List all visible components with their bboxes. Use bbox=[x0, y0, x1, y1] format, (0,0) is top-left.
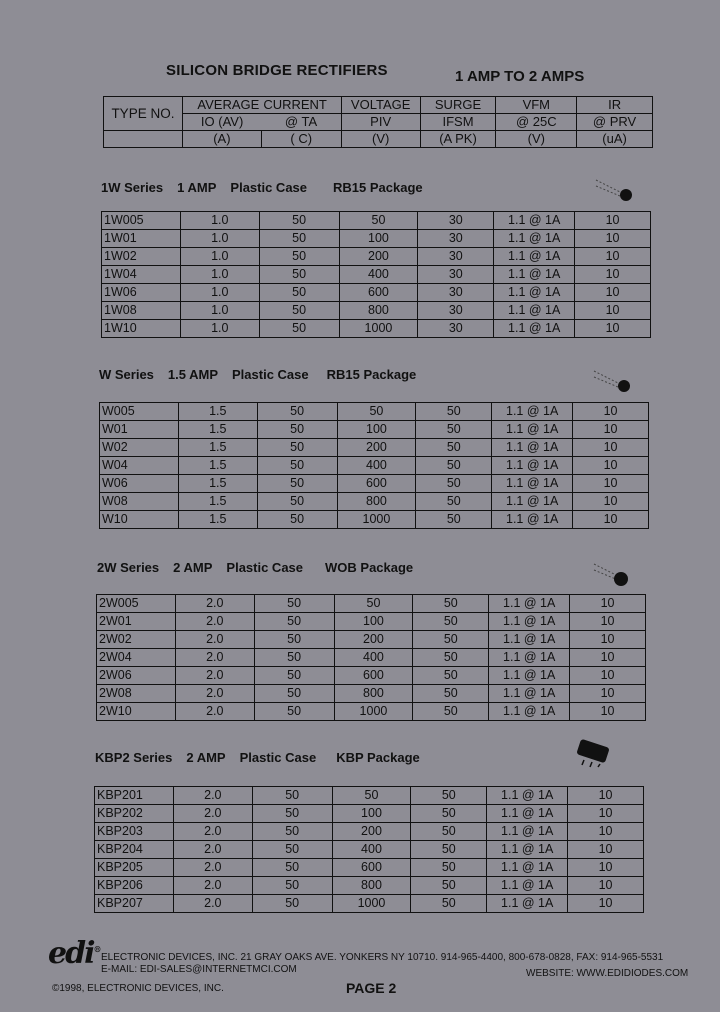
table-row bbox=[100, 403, 649, 421]
cell-ta: 50 bbox=[252, 895, 332, 913]
series-amp: 1.5 AMP bbox=[167, 367, 219, 382]
cell-ifsm: 30 bbox=[418, 212, 494, 230]
cell-vfm: 1.1 @ 1A bbox=[489, 703, 570, 721]
cell-vfm: 1.1 @ 1A bbox=[489, 631, 570, 649]
page-subtitle: 1 AMP TO 2 AMPS bbox=[455, 68, 585, 85]
cell-piv: 400 bbox=[332, 841, 411, 859]
cell-type-no: 1W02 bbox=[102, 248, 181, 266]
cell-vfm: 1.1 @ 1A bbox=[487, 787, 568, 805]
section-heading bbox=[95, 750, 434, 765]
cell-ifsm: 50 bbox=[416, 421, 492, 439]
cell-ir: 10 bbox=[573, 439, 649, 457]
cell-vfm: 1.1 @ 1A bbox=[492, 457, 573, 475]
cell-ta: 50 bbox=[252, 841, 332, 859]
kbp-package-icon bbox=[572, 738, 616, 768]
cell-ta: 50 bbox=[259, 230, 339, 248]
cell-vfm: 1.1 @ 1A bbox=[494, 230, 575, 248]
cell-io-av: 1.5 bbox=[178, 421, 257, 439]
cell-ta: 50 bbox=[254, 703, 334, 721]
header-vfm: VFM bbox=[496, 97, 577, 114]
cell-vfm: 1.1 @ 1A bbox=[492, 403, 573, 421]
cell-ta: 50 bbox=[259, 320, 339, 338]
cell-ir: 10 bbox=[568, 805, 644, 823]
series-case: Plastic Case bbox=[239, 750, 317, 765]
cell-io-av: 2.0 bbox=[173, 877, 252, 895]
cell-vfm: 1.1 @ 1A bbox=[489, 667, 570, 685]
cell-piv: 800 bbox=[337, 493, 416, 511]
cell-vfm: 1.1 @ 1A bbox=[492, 475, 573, 493]
header-table bbox=[103, 96, 653, 148]
table-row bbox=[97, 613, 646, 631]
series-package: KBP Package bbox=[336, 750, 420, 765]
cell-piv: 400 bbox=[337, 457, 416, 475]
series-amp: 1 AMP bbox=[177, 180, 217, 195]
cell-vfm: 1.1 @ 1A bbox=[492, 439, 573, 457]
cell-ta: 50 bbox=[257, 403, 337, 421]
cell-ifsm: 50 bbox=[413, 667, 489, 685]
cell-ifsm: 30 bbox=[418, 302, 494, 320]
cell-piv: 50 bbox=[332, 787, 411, 805]
table-row bbox=[97, 703, 646, 721]
cell-type-no: W08 bbox=[100, 493, 179, 511]
header-at-25c: @ 25C bbox=[496, 114, 577, 131]
cell-piv: 600 bbox=[339, 284, 418, 302]
cell-ifsm: 50 bbox=[416, 403, 492, 421]
table-row bbox=[95, 787, 644, 805]
table-row bbox=[102, 266, 651, 284]
cell-io-av: 1.0 bbox=[180, 266, 259, 284]
cell-ifsm: 50 bbox=[416, 511, 492, 529]
cell-type-no: 2W02 bbox=[97, 631, 176, 649]
cell-io-av: 2.0 bbox=[175, 703, 254, 721]
cell-type-no: KBP207 bbox=[95, 895, 174, 913]
cell-io-av: 2.0 bbox=[173, 841, 252, 859]
cell-vfm: 1.1 @ 1A bbox=[494, 266, 575, 284]
cell-ir: 10 bbox=[573, 475, 649, 493]
header-unit-apk: (A PK) bbox=[420, 131, 496, 148]
cell-piv: 50 bbox=[339, 212, 418, 230]
cell-piv: 1000 bbox=[339, 320, 418, 338]
table-row bbox=[95, 877, 644, 895]
cell-io-av: 1.0 bbox=[180, 320, 259, 338]
cell-io-av: 1.0 bbox=[180, 248, 259, 266]
table-row bbox=[100, 493, 649, 511]
cell-type-no: KBP206 bbox=[95, 877, 174, 895]
cell-ir: 10 bbox=[568, 787, 644, 805]
cell-ir: 10 bbox=[575, 230, 651, 248]
cell-ifsm: 50 bbox=[416, 457, 492, 475]
cell-ta: 50 bbox=[257, 475, 337, 493]
cell-vfm: 1.1 @ 1A bbox=[489, 649, 570, 667]
cell-io-av: 1.5 bbox=[178, 403, 257, 421]
cell-ta: 50 bbox=[254, 595, 334, 613]
table-row bbox=[100, 421, 649, 439]
cell-ir: 10 bbox=[573, 493, 649, 511]
cell-ir: 10 bbox=[570, 595, 646, 613]
footer-address: ELECTRONIC DEVICES, INC. 21 GRAY OAKS AVE. YONKERS NY 10710. 914-965-4400, 800-678-0828, FAX: 914-965-5531 bbox=[101, 952, 664, 963]
section-heading bbox=[101, 180, 437, 195]
cell-piv: 800 bbox=[339, 302, 418, 320]
header-type-no: TYPE NO. bbox=[104, 97, 183, 131]
cell-io-av: 1.5 bbox=[178, 457, 257, 475]
table-row bbox=[100, 457, 649, 475]
cell-type-no: KBP205 bbox=[95, 859, 174, 877]
cell-ifsm: 50 bbox=[413, 631, 489, 649]
cell-ifsm: 50 bbox=[411, 787, 487, 805]
cell-ifsm: 50 bbox=[413, 685, 489, 703]
cell-ir: 10 bbox=[568, 859, 644, 877]
cell-piv: 400 bbox=[334, 649, 413, 667]
cell-vfm: 1.1 @ 1A bbox=[494, 320, 575, 338]
cell-vfm: 1.1 @ 1A bbox=[489, 595, 570, 613]
cell-ir: 10 bbox=[573, 511, 649, 529]
series-case: Plastic Case bbox=[226, 560, 304, 575]
cell-ir: 10 bbox=[570, 649, 646, 667]
cell-ir: 10 bbox=[573, 457, 649, 475]
cell-ir: 10 bbox=[570, 667, 646, 685]
header-voltage: VOLTAGE bbox=[341, 97, 420, 114]
table-row bbox=[95, 805, 644, 823]
table-row bbox=[95, 841, 644, 859]
cell-type-no: 1W06 bbox=[102, 284, 181, 302]
header-io-av: IO (AV) bbox=[182, 114, 261, 131]
page-title: SILICON BRIDGE RECTIFIERS bbox=[166, 62, 388, 79]
cell-ta: 50 bbox=[259, 302, 339, 320]
cell-ifsm: 30 bbox=[418, 248, 494, 266]
cell-ta: 50 bbox=[252, 859, 332, 877]
cell-ir: 10 bbox=[568, 895, 644, 913]
page-number: PAGE 2 bbox=[346, 980, 397, 996]
header-surge: SURGE bbox=[420, 97, 496, 114]
cell-ir: 10 bbox=[570, 613, 646, 631]
cell-type-no: W01 bbox=[100, 421, 179, 439]
cell-io-av: 2.0 bbox=[173, 859, 252, 877]
cell-ta: 50 bbox=[257, 457, 337, 475]
table-row bbox=[97, 649, 646, 667]
cell-io-av: 1.0 bbox=[180, 230, 259, 248]
cell-type-no: 2W08 bbox=[97, 685, 176, 703]
table-row bbox=[97, 631, 646, 649]
cell-piv: 200 bbox=[339, 248, 418, 266]
cell-ifsm: 30 bbox=[418, 284, 494, 302]
cell-type-no: 2W04 bbox=[97, 649, 176, 667]
cell-ir: 10 bbox=[570, 703, 646, 721]
cell-piv: 200 bbox=[337, 439, 416, 457]
cell-type-no: 1W08 bbox=[102, 302, 181, 320]
cell-type-no: 1W01 bbox=[102, 230, 181, 248]
cell-io-av: 1.5 bbox=[178, 511, 257, 529]
cell-type-no: KBP203 bbox=[95, 823, 174, 841]
series-table-kbp2 bbox=[94, 786, 644, 913]
cell-piv: 50 bbox=[337, 403, 416, 421]
cell-piv: 600 bbox=[337, 475, 416, 493]
cell-type-no: KBP204 bbox=[95, 841, 174, 859]
header-average: AVERAGE bbox=[182, 97, 261, 114]
table-row bbox=[97, 667, 646, 685]
series-table-w bbox=[99, 402, 649, 529]
cell-vfm: 1.1 @ 1A bbox=[494, 248, 575, 266]
cell-ir: 10 bbox=[568, 823, 644, 841]
cell-ifsm: 50 bbox=[411, 877, 487, 895]
header-unit-a: (A) bbox=[182, 131, 261, 148]
cell-ifsm: 50 bbox=[413, 595, 489, 613]
cell-vfm: 1.1 @ 1A bbox=[487, 823, 568, 841]
cell-ta: 50 bbox=[252, 787, 332, 805]
cell-vfm: 1.1 @ 1A bbox=[487, 895, 568, 913]
cell-piv: 1000 bbox=[337, 511, 416, 529]
table-row bbox=[102, 248, 651, 266]
cell-io-av: 2.0 bbox=[175, 631, 254, 649]
table-row bbox=[95, 823, 644, 841]
table-row bbox=[100, 439, 649, 457]
cell-ir: 10 bbox=[570, 631, 646, 649]
cell-ifsm: 50 bbox=[411, 859, 487, 877]
cell-io-av: 1.5 bbox=[178, 475, 257, 493]
cell-piv: 600 bbox=[332, 859, 411, 877]
cell-ta: 50 bbox=[259, 212, 339, 230]
table-row bbox=[97, 685, 646, 703]
edi-logo: edi® bbox=[48, 936, 100, 971]
cell-ta: 50 bbox=[257, 421, 337, 439]
table-row bbox=[100, 475, 649, 493]
cell-type-no: 2W06 bbox=[97, 667, 176, 685]
cell-ir: 10 bbox=[575, 284, 651, 302]
cell-piv: 200 bbox=[334, 631, 413, 649]
cell-type-no: W005 bbox=[100, 403, 179, 421]
cell-ir: 10 bbox=[568, 877, 644, 895]
cell-ifsm: 50 bbox=[416, 493, 492, 511]
footer-copyright: ©1998, ELECTRONIC DEVICES, INC. bbox=[52, 983, 224, 994]
cell-piv: 1000 bbox=[334, 703, 413, 721]
rb15-package-icon bbox=[590, 367, 640, 397]
cell-ir: 10 bbox=[575, 266, 651, 284]
cell-ta: 50 bbox=[252, 877, 332, 895]
table-row bbox=[102, 302, 651, 320]
cell-ir: 10 bbox=[568, 841, 644, 859]
footer-email: E-MAIL: EDI-SALES@INTERNETMCI.COM bbox=[101, 964, 297, 975]
cell-vfm: 1.1 @ 1A bbox=[492, 421, 573, 439]
cell-ir: 10 bbox=[575, 320, 651, 338]
header-unit-c: ( C) bbox=[261, 131, 341, 148]
cell-ifsm: 50 bbox=[413, 649, 489, 667]
header-unit-ua: (uA) bbox=[577, 131, 653, 148]
cell-ifsm: 50 bbox=[411, 895, 487, 913]
cell-ifsm: 50 bbox=[411, 805, 487, 823]
series-name: W Series bbox=[99, 367, 154, 382]
cell-ta: 50 bbox=[254, 631, 334, 649]
cell-ta: 50 bbox=[252, 823, 332, 841]
table-row bbox=[102, 212, 651, 230]
cell-piv: 200 bbox=[332, 823, 411, 841]
cell-vfm: 1.1 @ 1A bbox=[487, 859, 568, 877]
cell-io-av: 2.0 bbox=[173, 823, 252, 841]
table-row bbox=[97, 595, 646, 613]
cell-piv: 100 bbox=[334, 613, 413, 631]
cell-ta: 50 bbox=[257, 493, 337, 511]
cell-io-av: 1.5 bbox=[178, 439, 257, 457]
cell-ta: 50 bbox=[254, 649, 334, 667]
series-package: RB15 Package bbox=[333, 180, 423, 195]
cell-ir: 10 bbox=[575, 302, 651, 320]
series-name: 1W Series bbox=[101, 180, 164, 195]
cell-io-av: 2.0 bbox=[175, 613, 254, 631]
cell-type-no: 1W10 bbox=[102, 320, 181, 338]
cell-type-no: W04 bbox=[100, 457, 179, 475]
cell-vfm: 1.1 @ 1A bbox=[487, 805, 568, 823]
series-package: WOB Package bbox=[325, 560, 414, 575]
cell-ta: 50 bbox=[252, 805, 332, 823]
cell-io-av: 1.5 bbox=[178, 493, 257, 511]
series-amp: 2 AMP bbox=[173, 560, 213, 575]
cell-vfm: 1.1 @ 1A bbox=[494, 284, 575, 302]
cell-io-av: 2.0 bbox=[173, 787, 252, 805]
cell-piv: 600 bbox=[334, 667, 413, 685]
cell-type-no: W06 bbox=[100, 475, 179, 493]
header-at-prv: @ PRV bbox=[577, 114, 653, 131]
table-row bbox=[100, 511, 649, 529]
header-ifsm: IFSM bbox=[420, 114, 496, 131]
cell-ta: 50 bbox=[259, 266, 339, 284]
cell-vfm: 1.1 @ 1A bbox=[494, 302, 575, 320]
cell-piv: 50 bbox=[334, 595, 413, 613]
cell-ifsm: 50 bbox=[411, 823, 487, 841]
cell-piv: 100 bbox=[337, 421, 416, 439]
series-name: KBP2 Series bbox=[95, 750, 173, 765]
cell-piv: 100 bbox=[332, 805, 411, 823]
table-row bbox=[102, 320, 651, 338]
cell-ifsm: 30 bbox=[418, 320, 494, 338]
cell-type-no: W10 bbox=[100, 511, 179, 529]
cell-ifsm: 50 bbox=[413, 613, 489, 631]
cell-io-av: 2.0 bbox=[173, 805, 252, 823]
cell-piv: 100 bbox=[339, 230, 418, 248]
series-package: RB15 Package bbox=[326, 367, 417, 382]
cell-type-no: 2W10 bbox=[97, 703, 176, 721]
series-case: Plastic Case bbox=[230, 180, 308, 195]
cell-ir: 10 bbox=[575, 248, 651, 266]
cell-ta: 50 bbox=[257, 439, 337, 457]
cell-ta: 50 bbox=[259, 284, 339, 302]
table-row bbox=[102, 284, 651, 302]
cell-piv: 400 bbox=[339, 266, 418, 284]
cell-vfm: 1.1 @ 1A bbox=[492, 511, 573, 529]
cell-vfm: 1.1 @ 1A bbox=[487, 877, 568, 895]
cell-ifsm: 50 bbox=[413, 703, 489, 721]
cell-vfm: 1.1 @ 1A bbox=[489, 685, 570, 703]
cell-piv: 800 bbox=[332, 877, 411, 895]
cell-piv: 800 bbox=[334, 685, 413, 703]
cell-ifsm: 50 bbox=[411, 841, 487, 859]
series-table-1w bbox=[101, 211, 651, 338]
cell-ir: 10 bbox=[573, 403, 649, 421]
cell-ifsm: 30 bbox=[418, 266, 494, 284]
cell-ta: 50 bbox=[259, 248, 339, 266]
cell-io-av: 1.0 bbox=[180, 284, 259, 302]
cell-vfm: 1.1 @ 1A bbox=[489, 613, 570, 631]
table-row bbox=[95, 895, 644, 913]
cell-ir: 10 bbox=[573, 421, 649, 439]
cell-ir: 10 bbox=[570, 685, 646, 703]
cell-ifsm: 50 bbox=[416, 475, 492, 493]
table-row bbox=[95, 859, 644, 877]
cell-io-av: 2.0 bbox=[173, 895, 252, 913]
cell-type-no: 2W005 bbox=[97, 595, 176, 613]
cell-io-av: 1.0 bbox=[180, 302, 259, 320]
section-heading bbox=[97, 560, 427, 575]
wob-package-icon bbox=[590, 560, 640, 590]
series-table-2w bbox=[96, 594, 646, 721]
header-piv: PIV bbox=[341, 114, 420, 131]
cell-vfm: 1.1 @ 1A bbox=[492, 493, 573, 511]
header-at-ta: @ TA bbox=[261, 114, 341, 131]
footer-website: WEBSITE: WWW.EDIDIODES.COM bbox=[526, 968, 689, 979]
cell-piv: 1000 bbox=[332, 895, 411, 913]
header-current: CURRENT bbox=[261, 97, 341, 114]
cell-ifsm: 50 bbox=[416, 439, 492, 457]
cell-ta: 50 bbox=[254, 685, 334, 703]
cell-type-no: 2W01 bbox=[97, 613, 176, 631]
cell-type-no: KBP201 bbox=[95, 787, 174, 805]
cell-type-no: 1W005 bbox=[102, 212, 181, 230]
series-amp: 2 AMP bbox=[186, 750, 226, 765]
cell-ifsm: 30 bbox=[418, 230, 494, 248]
cell-ta: 50 bbox=[257, 511, 337, 529]
cell-ta: 50 bbox=[254, 613, 334, 631]
cell-ta: 50 bbox=[254, 667, 334, 685]
cell-type-no: W02 bbox=[100, 439, 179, 457]
cell-type-no: 1W04 bbox=[102, 266, 181, 284]
cell-io-av: 1.0 bbox=[180, 212, 259, 230]
cell-type-no: KBP202 bbox=[95, 805, 174, 823]
series-name: 2W Series bbox=[97, 560, 160, 575]
cell-vfm: 1.1 @ 1A bbox=[487, 841, 568, 859]
header-ir: IR bbox=[577, 97, 653, 114]
header-unit-v2: (V) bbox=[496, 131, 577, 148]
series-case: Plastic Case bbox=[232, 367, 309, 382]
cell-ir: 10 bbox=[575, 212, 651, 230]
cell-io-av: 2.0 bbox=[175, 649, 254, 667]
header-unit-v: (V) bbox=[341, 131, 420, 148]
cell-vfm: 1.1 @ 1A bbox=[494, 212, 575, 230]
rb15-package-icon bbox=[592, 176, 642, 206]
section-heading bbox=[99, 367, 430, 382]
cell-io-av: 2.0 bbox=[175, 667, 254, 685]
table-row bbox=[102, 230, 651, 248]
cell-io-av: 2.0 bbox=[175, 595, 254, 613]
cell-io-av: 2.0 bbox=[175, 685, 254, 703]
